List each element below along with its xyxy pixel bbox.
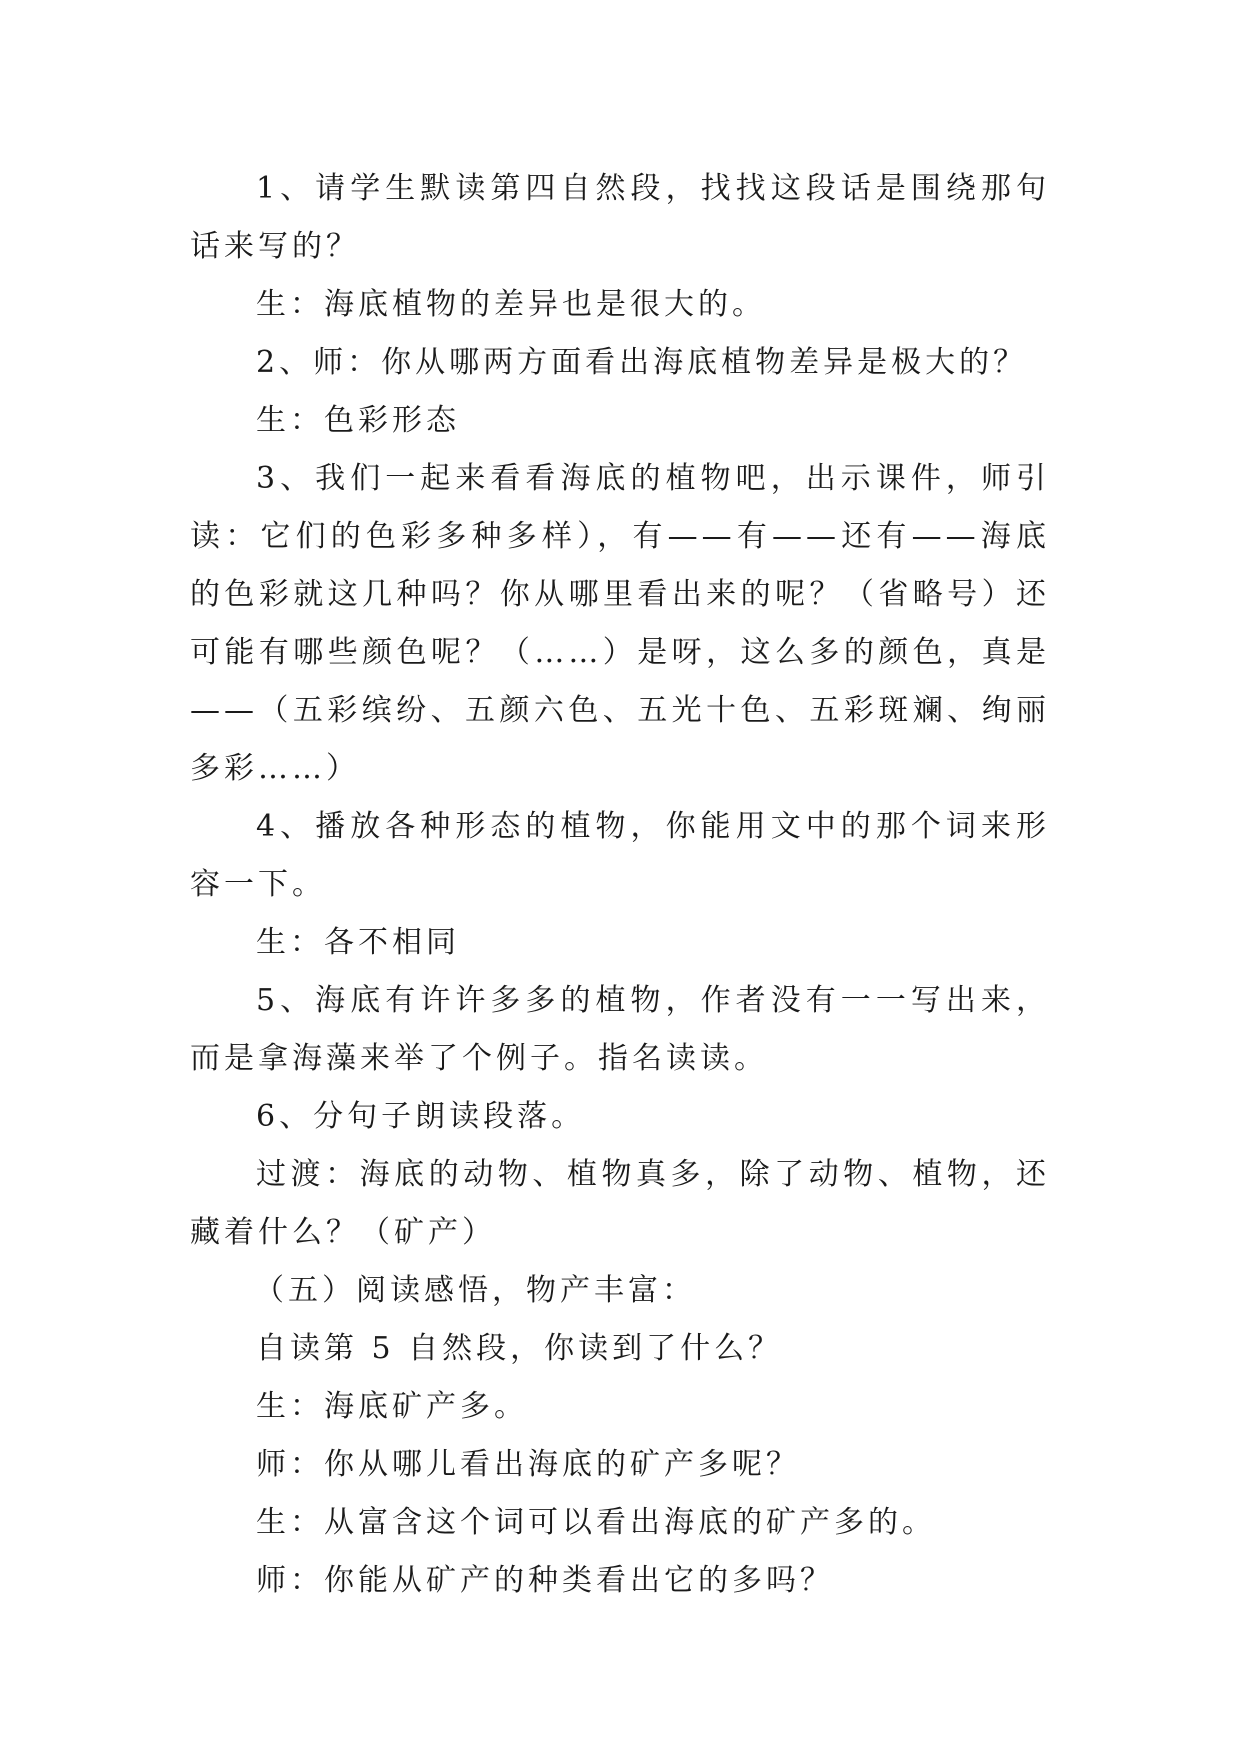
paragraph-2: 生：海底植物的差异也是很大的。 [256, 287, 766, 322]
paragraph-6: 4、播放各种形态的植物，你能用文中的那个词来形容一下。 [190, 809, 1050, 902]
paragraph-4: 生：色彩形态 [256, 403, 460, 438]
paragraph-13: 生：海底矿产多。 [256, 1389, 528, 1424]
paragraph-16: 师：你能从矿产的种类看出它的多吗？ [256, 1563, 834, 1598]
document-body [190, 160, 1050, 1610]
paragraph-11: （五）阅读感悟，物产丰富： [254, 1273, 696, 1308]
paragraph-3: 2、师：你从哪两方面看出海底植物差异是极大的？ [256, 345, 1028, 380]
paragraph-8: 5、海底有许许多多的植物，作者没有一一写出来，而是拿海藻来举了个例子。指名读读。 [190, 983, 1050, 1076]
paragraph-9: 6、分句子朗读段落。 [256, 1099, 586, 1134]
paragraph-14: 师：你从哪儿看出海底的矿产多呢？ [256, 1447, 800, 1482]
paragraph-15: 生：从富含这个词可以看出海底的矿产多的。 [256, 1505, 936, 1540]
paragraph-7: 生：各不相同 [256, 925, 460, 960]
paragraph-5: 3、我们一起来看看海底的植物吧，出示课件，师引读：它们的色彩多种多样），有——有——还有——海底的色彩就这几种吗？你从哪里看出来的呢？（省略号）还可能有哪些颜色呢？（……）是呀，这么多的颜色，真是——（五彩缤纷、五颜六色、五光十色、五彩斑斓、绚丽多彩……） [190, 461, 1050, 786]
paragraph-10: 过渡：海底的动物、植物真多，除了动物、植物，还藏着什么？（矿产） [190, 1157, 1050, 1250]
paragraph-1: 1、请学生默读第四自然段，找找这段话是围绕那句话来写的？ [190, 171, 1050, 264]
paragraph-12: 自读第 5 自然段，你读到了什么？ [256, 1331, 783, 1366]
